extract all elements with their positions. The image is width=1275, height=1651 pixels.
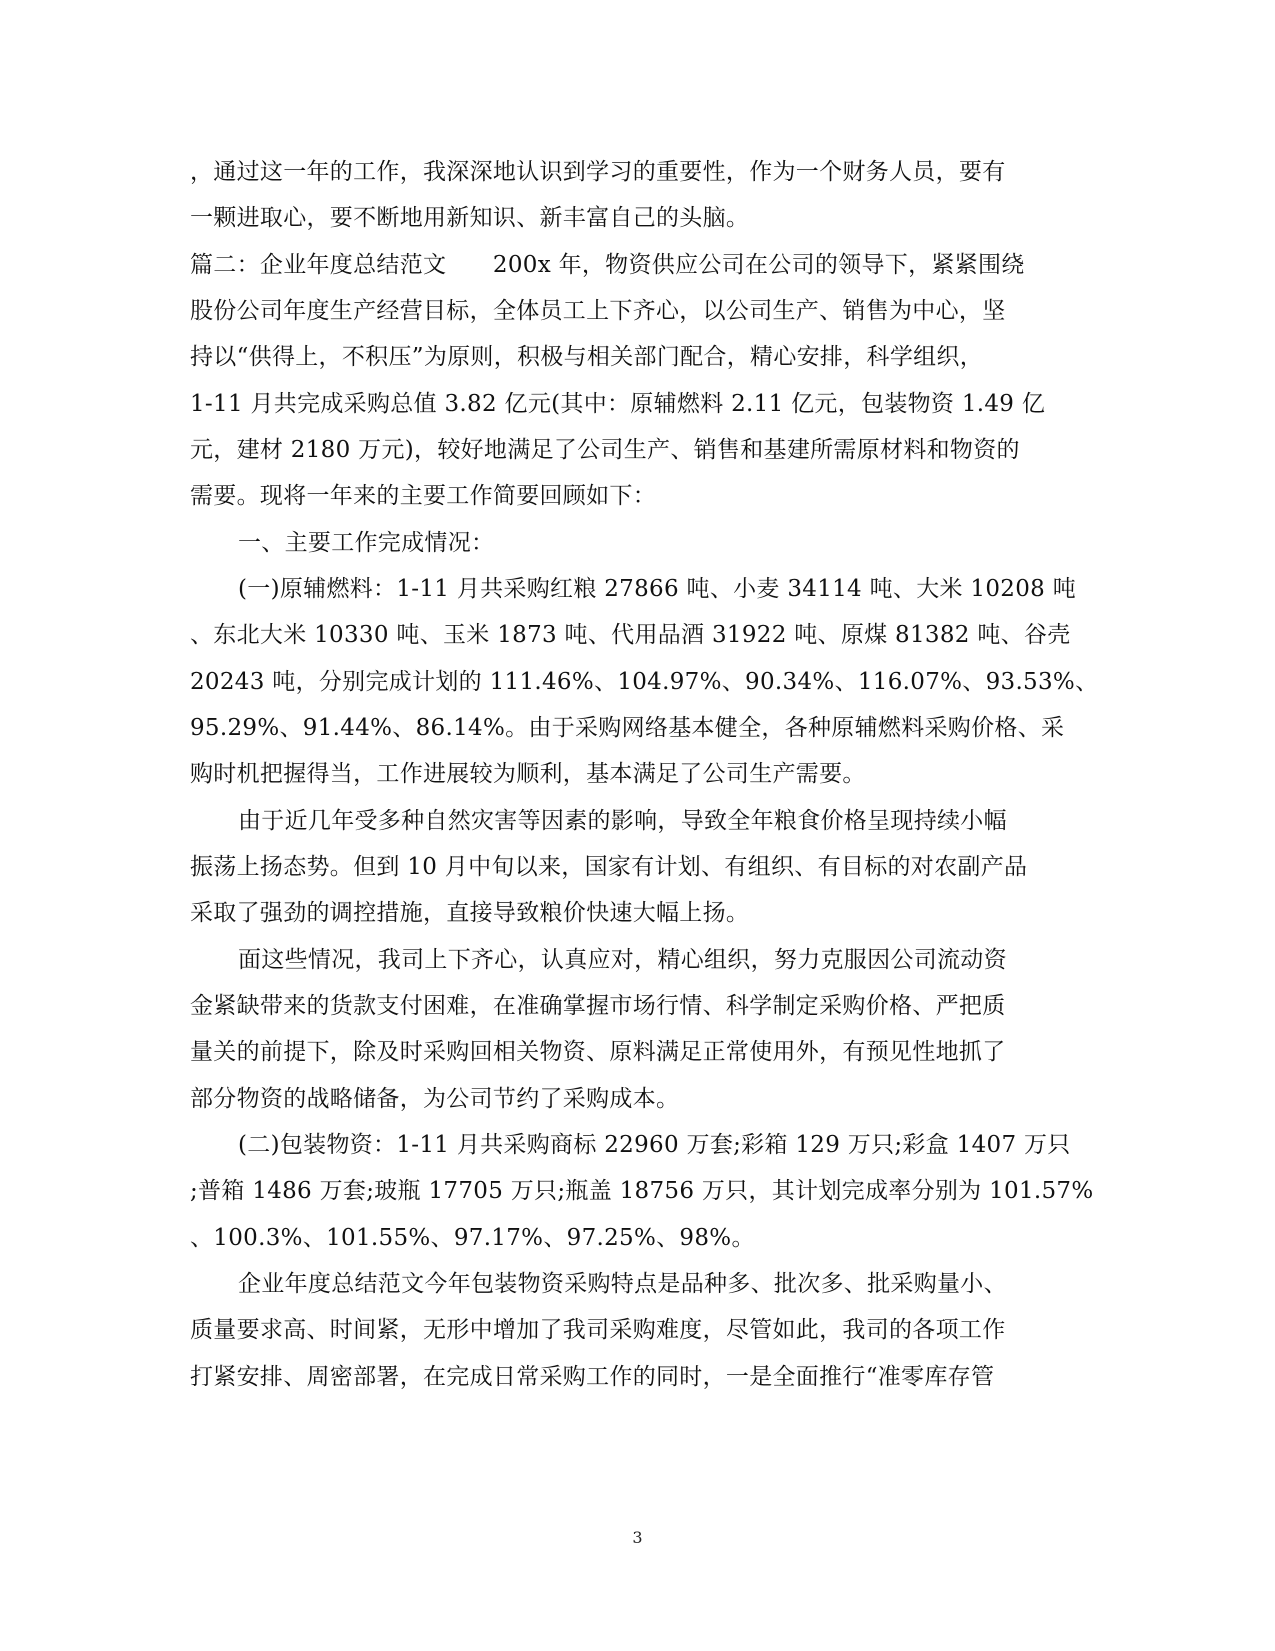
text-line: ;普箱 1486 万套;玻瓶 17705 万只;瓶盖 18756 万只，其计划完成率分别为 101.57% [190,1178,1094,1204]
text-line: 由于近几年受多种自然灾害等因素的影响，导致全年粮食价格呈现持续小幅 [238,808,1007,834]
text-line: 一颗进取心，要不断地用新知识、新丰富自己的头脑。 [190,205,750,231]
text-line: 企业年度总结范文今年包装物资采购特点是品种多、批次多、批采购量小、 [238,1271,1007,1297]
text-line: 95.29%、91.44%、86.14%。由于采购网络基本健全，各种原辅燃料采购价格、采 [190,715,1065,741]
text-line: (二)包装物资：1-11 月共采购商标 22960 万套;彩箱 129 万只;彩盒 1407 万只 [238,1132,1071,1158]
text-line: 打紧安排、周密部署，在完成日常采购工作的同时，一是全面推行“准零库存管 [190,1364,995,1390]
text-line: 1-11 月共完成采购总值 3.82 亿元(其中：原辅燃料 2.11 亿元，包装物资 1.49 亿 [190,391,1046,417]
section-heading: 一、主要工作完成情况： [238,530,495,556]
text-line: 股份公司年度生产经营目标，全体员工上下齐心，以公司生产、销售为中心，坚 [190,298,1006,324]
text-line: 持以“供得上，不积压”为原则，积极与相关部门配合，精心安排，科学组织， [190,344,984,370]
text-line: 元，建材 2180 万元)，较好地满足了公司生产、销售和基建所需原材料和物资的 [190,437,1020,463]
text-line: 篇二：企业年度总结范文 200x 年，物资供应公司在公司的领导下，紧紧围绕 [190,252,1025,278]
text-line: 采取了强劲的调控措施，直接导致粮价快速大幅上扬。 [190,900,750,926]
text-line: 、东北大米 10330 吨、玉米 1873 吨、代用品酒 31922 吨、原煤 81382 吨、谷壳 [190,622,1071,648]
text-line: 量关的前提下，除及时采购回相关物资、原料满足正常使用外，有预见性地抓了 [190,1039,1006,1065]
text-line: 质量要求高、时间紧，无形中增加了我司采购难度，尽管如此，我司的各项工作 [190,1317,1006,1343]
text-line: 金紧缺带来的货款支付困难，在准确掌握市场行情、科学制定采购价格、严把质 [190,993,1006,1019]
text-line: 20243 吨，分别完成计划的 111.46%、104.97%、90.34%、116.07%、93.53%、 [190,669,1099,695]
text-line: ，通过这一年的工作，我深深地认识到学习的重要性，作为一个财务人员，要有 [190,159,1006,185]
text-line: 面这些情况，我司上下齐心，认真应对，精心组织，努力克服因公司流动资 [238,947,1007,973]
text-line: 、100.3%、101.55%、97.17%、97.25%、98%。 [190,1225,755,1251]
text-line: (一)原辅燃料：1-11 月共采购红粮 27866 吨、小麦 34114 吨、大米 10208 吨 [238,576,1076,602]
text-line: 需要。现将一年来的主要工作简要回顾如下： [190,483,656,509]
text-line: 振荡上扬态势。但到 10 月中旬以来，国家有计划、有组织、有目标的对农副产品 [190,854,1028,880]
text-line: 购时机把握得当，工作进展较为顺利，基本满足了公司生产需要。 [190,761,866,787]
text-line: 部分物资的战略储备，为公司节约了采购成本。 [190,1086,680,1112]
page-number: 3 [632,1528,643,1547]
